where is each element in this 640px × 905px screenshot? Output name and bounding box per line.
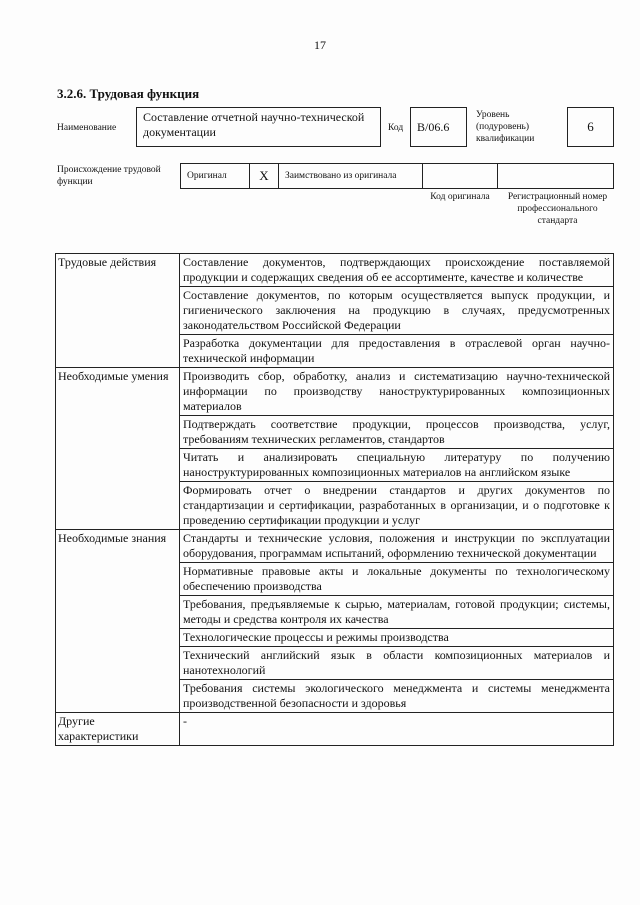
code-original-caption: Код оригинала: [430, 192, 490, 202]
table-cell: Подтверждать соответствие продукции, процессов производства, услуг, требованиям технических регламентов, стандартов: [180, 416, 614, 449]
group-label-knowledge: Необходимые знания: [56, 530, 180, 713]
original-label: Оригинал: [181, 164, 250, 188]
table-row: [56, 368, 614, 416]
table-cell: Читать и анализировать специальную литературу по получению наноструктурированных композиционных материалов на английском языке: [180, 449, 614, 482]
table-cell: Требования, предъявляемые к сырью, материалам, готовой продукции; системы, методы и средства контроля их качества: [180, 596, 614, 629]
table-cell: Стандарты и технические условия, положения и инструкции по эксплуатации оборудования, программам испытаний, оформлению технической документации: [180, 530, 614, 563]
function-name-box: Составление отчетной научно-технической документации: [136, 107, 381, 147]
table-cell: Нормативные правовые акты и локальные документы по технологическому обеспечению производства: [180, 563, 614, 596]
reg-number-caption: Регистрационный номер профессионального стандарта: [507, 192, 608, 226]
table-cell: Составление документов, по которым осуществляется выпуск продукции, и гигиенического заключения на продукцию в случаях, предусмотренных законодательством Российской Федерации: [180, 287, 614, 335]
table-cell: Разработка документации для предоставления в отраслевой орган научно-технической информации: [180, 335, 614, 368]
origin-table: [180, 163, 614, 189]
table-cell: Формировать отчет о внедрении стандартов и других документов по стандартизации и сертификации, разработанных в организации, и о подготовке к проведению сертификации продукции и услуг: [180, 482, 614, 530]
group-label-actions: Трудовые действия: [56, 254, 180, 368]
original-mark: X: [250, 164, 279, 188]
page-number: 17: [314, 38, 326, 52]
table-cell: Составление документов, подтверждающих происхождение поставляемой продукции и содержащих сведения об ее ассортименте, качестве и количестве: [180, 254, 614, 287]
borrowed-label: Заимствовано из оригинала: [279, 164, 423, 188]
name-label: Наименование: [57, 123, 117, 133]
group-label-other: Другие характеристики: [56, 713, 180, 746]
table-cell: Производить сбор, обработку, анализ и систематизацию научно-технической информации по производству наноструктурированных композиционных материалов: [180, 368, 614, 416]
table-cell: Требования системы экологического менеджмента и системы менеджмента производственной безопасности и здоровья: [180, 680, 614, 713]
table-row: [56, 254, 614, 287]
table-cell: Технологические процессы и режимы производства: [180, 629, 614, 647]
code-original-cell: [423, 164, 498, 188]
level-value-box: 6: [567, 107, 614, 147]
function-details-table: [55, 253, 614, 746]
code-label: Код: [388, 123, 404, 133]
reg-number-cell: [498, 164, 613, 188]
table-row: [56, 713, 614, 746]
table-cell: -: [180, 713, 614, 746]
level-label: Уровень (подуровень) квалификации: [476, 110, 535, 144]
origin-label: Происхождение трудовой функции: [57, 165, 161, 187]
group-label-skills: Необходимые умения: [56, 368, 180, 530]
table-row: [56, 530, 614, 563]
section-title: 3.2.6. Трудовая функция: [57, 86, 200, 101]
table-cell: Технический английский язык в области композиционных материалов и нанотехнологий: [180, 647, 614, 680]
code-value-box: В/06.6: [410, 107, 467, 147]
